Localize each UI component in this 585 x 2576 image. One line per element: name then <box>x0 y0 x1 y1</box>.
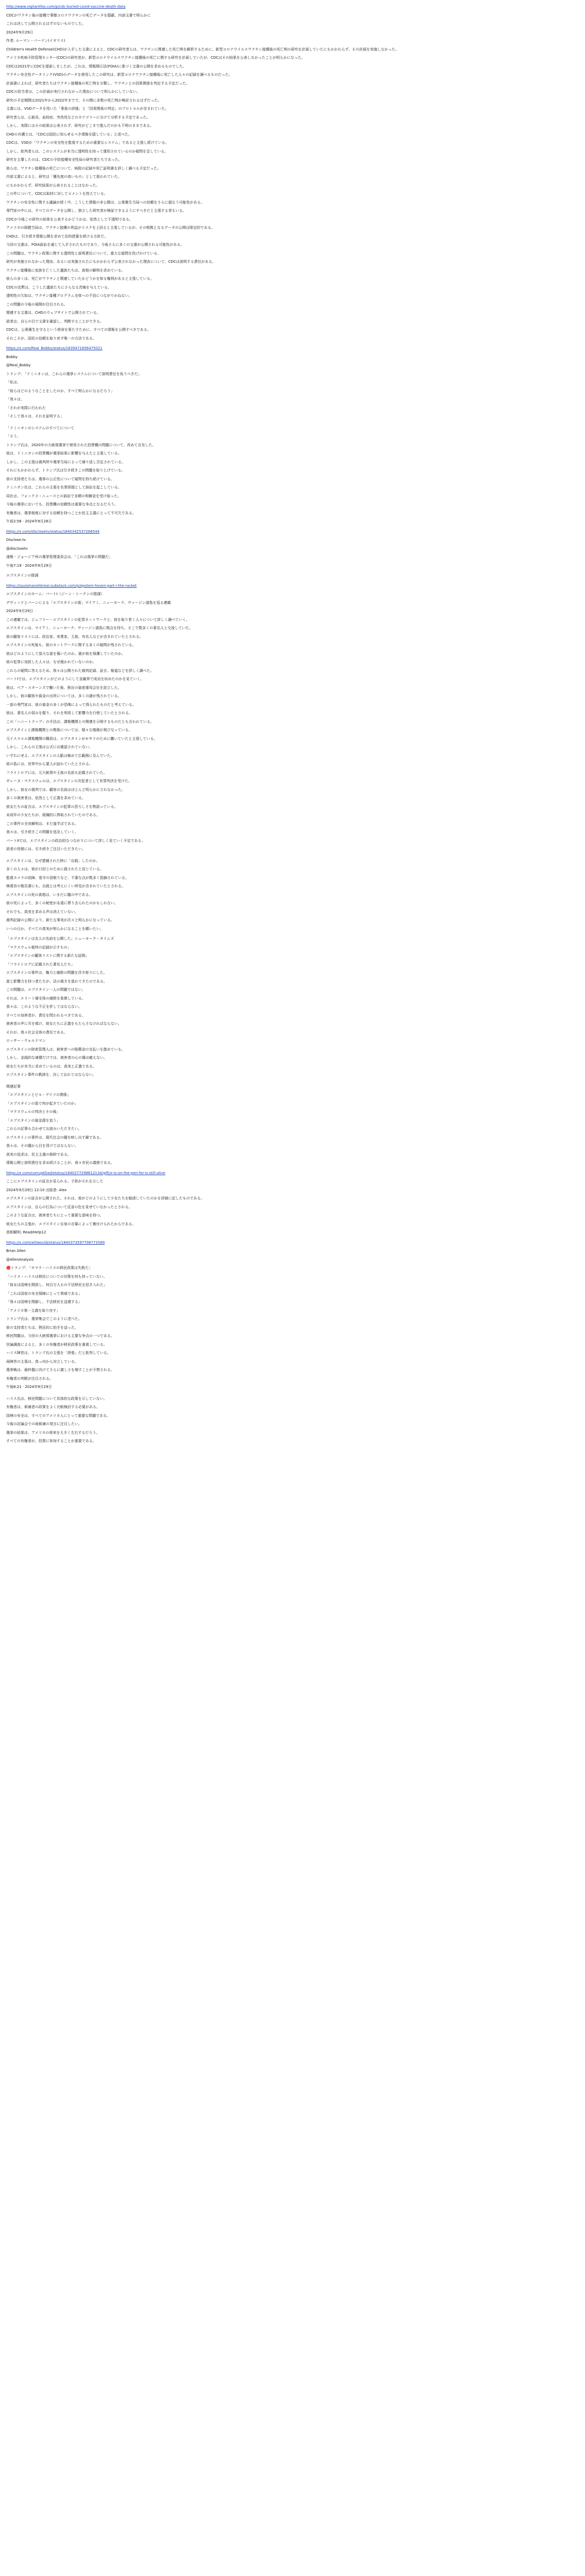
text-line: 関連する文書は、CHDのウェブサイトで公開されている。 <box>6 311 100 315</box>
text-line: 彼らの多くは、死亡がワクチンと関連していたかどうかを知る権利があると主張している。 <box>6 277 154 281</box>
text-line: いずれにせよ、エプスタインの人脈は極めて広範囲に及んでいた。 <box>6 753 114 758</box>
text-line: エプスタインは、自らの行為について反省の色を見せていなかったとされる。 <box>6 1205 132 1209</box>
text-line: にもかかわらず、研究結果が公表されることはなかった。 <box>6 183 100 188</box>
post-section <box>6 4 566 341</box>
text-line: ロッサー・ウォルドマン <box>6 1039 46 1043</box>
text-line: 午前2:56 · 2024年9月28日 <box>6 519 52 523</box>
text-line: 彼らは、ワクチン接種後の死亡について、病院の記録や死亡証明書を詳しく調べる予定だった。 <box>6 166 161 171</box>
post-section <box>6 573 566 579</box>
text-line: 彼女たちの証言は、エプスタインの犯罪の恐ろしさを物語っている。 <box>6 804 118 809</box>
text-line: Disclose.tv <box>6 538 26 542</box>
text-line: 🔴トランプ: 「カマラ・ハリスの移民政策は失敗だ」 <box>6 1266 93 1270</box>
text-line: 計画書によれば、研究者たちはワクチン接種後の死亡例を分類し、ワクチンとの因果関係を判定する予定だった。 <box>6 81 190 86</box>
text-line: 「アメリカ第一主義を取り戻す」 <box>6 1308 60 1313</box>
text-line: CDCは2021年にCDCを提訴しましたが、これは、情報開示法(FOIA)に基づく文書の公開を求めるものでした。 <box>6 64 186 69</box>
text-line: エプスタインの事件は、権力と腐敗の問題を浮き彫りにした。 <box>6 971 107 975</box>
source-link[interactable]: http://www.vigilantfox.com/p/cdc-buried-covid-vaccine-death-data <box>6 5 126 9</box>
text-line: これは決して公開されるはずのないものでした。 <box>6 22 85 26</box>
text-line: 有権者の判断が注目される。 <box>6 1376 53 1381</box>
source-link[interactable]: https://ssuismanehkreal.substack.com/p/epstein-hoven-part-i-the-racket <box>6 583 137 588</box>
text-line: 被害者の声に耳を傾け、彼女たちに正義をもたらさなければならない。 <box>6 1022 122 1026</box>
text-line: 元イスラエル諜報機関の職員は、エプスタインがモサドのために働いていたと主張している。 <box>6 736 158 741</box>
text-line: 富と影響力を持つ者たちが、法の裁きを逃れてきたのである。 <box>6 979 107 984</box>
text-line: 多くの人々は、彼が口封じのために殺されたと信じている。 <box>6 867 104 871</box>
text-line: 移民問題は、今回の大統領選挙における主要な争点の一つである。 <box>6 1334 114 1338</box>
text-line: いつの日か、すべての真実が明らかになることを願いたい。 <box>6 926 104 931</box>
text-line: すべての有権者が、投票に参加することが重要である。 <box>6 1439 96 1443</box>
text-line: それこそが、国民の信頼を取り戻す唯一の方法である。 <box>6 336 96 341</box>
text-line: この「ハニートラップ」の手法は、諜報機関との関連を示唆するものだとも言われている。 <box>6 719 154 724</box>
text-line: 内部文書によると、研究は「優先度の高いもの」として扱われていた。 <box>6 175 122 179</box>
text-line: @Real_Bobby <box>6 363 31 367</box>
text-line: トランプ氏は、選挙集会でこのように述べた。 <box>6 1317 82 1321</box>
text-line: 透明性の欠如は、ワクチン接種プログラム全体への不信につながりかねない。 <box>6 294 132 298</box>
text-line: デヴィッドとパーンによる「エプスタインの街」マイアミ、ニューヨーク、ヴァージン諸島を巡る連載 <box>6 600 171 605</box>
text-line: 「エプスタインの島で何が起きていたのか」 <box>6 1101 78 1106</box>
text-line: 2024年9月29日 <box>6 609 33 613</box>
text-line: エプスタイン事件の教訓を、決して忘れてはならない。 <box>6 1073 96 1077</box>
text-line: 彼は、著名人の弱みを握り、それを利用して影響力を行使していたとされる。 <box>6 711 132 715</box>
text-line: トランプ: 「ドミニオンは、これらの選挙システムについて説明責任を負うべきだ」 <box>6 371 142 376</box>
text-line: ワクチンの安全性に関する議論が続く中、こうした情報の非公開は、公衆衛生当局への信頼をさらに損なう可能性がある。 <box>6 200 204 205</box>
text-line: 「ハリス・ハリスは移民についての対策を何も持っていない。 <box>6 1274 107 1279</box>
text-line: 研究を主導したのは、CDCの予防接種安全性局の研究者たちであった。 <box>6 158 123 162</box>
text-line: 「エプスタインは友人の名前を公開した」ニューヨーク・タイムズ <box>6 937 114 941</box>
text-line: 彼の死によって、多くの秘密が永遠に葬り去られたのかもしれない。 <box>6 901 118 905</box>
post-section <box>6 346 566 524</box>
text-line: ハリス氏は、移民問題について具体的な政策を示していない。 <box>6 1396 107 1401</box>
text-line: エプスタインと諜報機関との関係については、様々な憶測が飛び交っている。 <box>6 728 132 732</box>
text-line: 彼の支持者たちは、熱狂的に拍手を送った。 <box>6 1325 78 1330</box>
text-line: しかし、これらの主張は公式には確認されていない。 <box>6 745 93 749</box>
text-line: それが、我々社会全体の責任である。 <box>6 1030 67 1035</box>
source-link[interactable]: https://x.com/alitwould/status/1840373597796773589 <box>6 1240 105 1245</box>
text-line: 「ドミニオンのシステムのすべてについて <box>6 426 75 430</box>
text-line: 「彼らはどのようなことをしたのか、すべて明らかになるだろう」 <box>6 388 114 393</box>
text-line: この問題は、ワクチン政策に関する透明性と説明責任について、重大な疑問を投げかけている。 <box>6 251 161 256</box>
text-line: エプスタインの死後も、彼のネットワークに関する多くの疑問が残されている。 <box>6 643 136 647</box>
text-line: しかし、批判者らは、このシステムが本当に透明性を持って運用されているのか疑問を呈している。 <box>6 149 168 154</box>
text-line: 研究が実施されなかった理由、あるいは実施されたにもかかわらず公表されなかった理由について、CDCは説明する責任がある。 <box>6 260 216 264</box>
text-line: 有権者は、候補者の政策をよく比較検討する必要がある。 <box>6 1405 100 1409</box>
text-line: CDCは、VSDが「ワクチンの安全性を監視するための重要なシステム」であると主張し続けている。 <box>6 141 169 145</box>
text-line: 彼女たちの主張が、エプスタイン自身の言葉によって裏付けられたからである。 <box>6 1222 136 1226</box>
text-line: 「私は、 <box>6 380 21 384</box>
text-line: 彼女たちが本当に求めているのは、真実と正義である。 <box>6 1064 96 1069</box>
text-line: エプスタインは、なぜ逮捕された時に「自殺」したのか。 <box>6 858 100 863</box>
text-line: エプスタインの財産管理人は、被害者への賠償金の支払いを進めている。 <box>6 1047 125 1052</box>
text-line: この問題の今後の展開が注目される。 <box>6 302 67 307</box>
text-line: 我々は、引き続きこの問題を追及していく。 <box>6 830 78 834</box>
text-line: 「そして我々は、それを証明する」 <box>6 414 64 418</box>
text-line: 「これは国家の安全保障にとって脅威である」 <box>6 1291 82 1296</box>
text-line: 「フライトログに記載された著名人たち」 <box>6 962 75 967</box>
text-line: 多くの被害者は、依然として正義を求めている。 <box>6 796 85 800</box>
text-line: 彼はどのようにして莫大な富を築いたのか。誰が彼を保護していたのか。 <box>6 651 125 656</box>
source-link[interactable]: https://x.com/Real_Bobby/status/1839471656475021 <box>6 346 102 350</box>
text-line: 2024年9月29日 12:10 出版者: Alex <box>6 1188 67 1192</box>
text-line: 文書には、VSDデータを用いた「事象の評価」と「因果関係の判定」のプロトコルが含まれていた。 <box>6 107 169 111</box>
text-line: 研究の予定期間は2021年から2022年までで、その間に多数の死亡例が検討されるはずだった。 <box>6 98 162 103</box>
text-line: この問題は、エプスタイン一人の問題ではない。 <box>6 988 85 992</box>
text-line: 「エプスタインの資金源を追う」 <box>6 1118 60 1123</box>
text-line: Children's Health Defense(CHD)が入手した文書によると、CDCの研究者らは、ワクチンに関連した死亡例を解析するために、新型コロナウイルスワクチン接種後の死亡例の研究を計画していたにもかかわらず、その計画を実施しなかった。 <box>6 47 399 52</box>
text-line: それにもかかわらず、トランプ氏は引き続きこの問題を取り上げている。 <box>6 468 125 472</box>
text-line: 彼は、ドミニオンの投票機が選挙結果に影響を与えたと主張している。 <box>6 451 122 455</box>
text-line: 両陣営の主張は、真っ向から対立している。 <box>6 1359 78 1364</box>
text-line: エプスタインは、マイアミ、ニューヨーク、ヴァージン諸島に拠点を持ち、そこで数多くの著名人と交流していた。 <box>6 626 193 630</box>
text-line: 「マクスウェル裁判の記録が示すもの」 <box>6 945 71 950</box>
text-line: このような証言は、被害者たちにとって重要な意味を持つ。 <box>6 1213 104 1217</box>
text-line: @AllenAnalysis <box>6 1257 34 1262</box>
text-line: 2024年9月29日 <box>6 30 33 35</box>
text-line: 今後の選挙においても、投票機の信頼性は重要な争点となるだろう。 <box>6 502 118 506</box>
text-line: 午後7:19 · 2024年9月29日 <box>6 563 52 568</box>
text-line: 我々は、このような不正を許してはならない。 <box>6 1005 82 1009</box>
text-line: 読者は、自らの目で文書を確認し、判断することができる。 <box>6 319 104 324</box>
text-line: 裁判記録の公開により、新たな事実が次々と明らかになっている。 <box>6 918 114 922</box>
text-line: エプスタインの事件は、現代社会の闇を映し出す鏡である。 <box>6 1135 104 1140</box>
text-line: それは、エリート層全体の腐敗を象徴している。 <box>6 996 85 1001</box>
text-line: パートIでは、エプスタインがどのようにして金融界で成功を収めたのかを見ていく。 <box>6 677 144 681</box>
text-line: 国境の安全は、すべてのアメリカ人にとって重要な問題である。 <box>6 1413 111 1418</box>
text-line: CDCの担当者は、この計画が実行されなかった理由について明らかにしていない。 <box>6 90 141 94</box>
text-line: 「彼女は国境を開放し、何百万人もの不法移民を招き入れた」 <box>6 1283 107 1287</box>
text-line: 「そう、 <box>6 434 21 438</box>
text-line: しかし、彼女の裁判では、顧客の名前はほとんど明らかにされなかった。 <box>6 787 125 792</box>
text-line: トランプ氏は、2020年の大統領選挙で使用された投票機の問題について、改めて言及した。 <box>6 443 156 447</box>
source-link[interactable]: https://x.com/disclosetv/status/1840342537268544 <box>6 529 100 534</box>
text-line: 彼は、ベア・スターンズで働いた後、独自の資産運用会社を設立した。 <box>6 685 122 690</box>
text-line: この連載では、ジェフリー・エプスタインの犯罪ネットワークと、彼を取り巻く人々について詳しく調べていく。 <box>6 617 190 622</box>
text-line: 選挙の結果は、アメリカの将来を大きく左右するだろう。 <box>6 1430 100 1435</box>
text-line: しかし、実際にはその結果は公表されず、研究がどこまで進んだのかも不明のままである。 <box>6 124 154 128</box>
text-line: アメリカ疾病予防管理センター(CDC)の研究者が、新型コロナウイルスワクチン接種後の死亡に関する研究を計画していたが、CDCはその結果を公表しなかったことが明らかになった。 <box>6 56 305 60</box>
text-line: CDCが今後この研究の結果を公表するかどうかは、依然として不透明である。 <box>6 217 133 222</box>
text-line: 午後8:21 · 2024年9月29日 <box>6 1385 52 1389</box>
post-section <box>6 1240 566 1444</box>
text-line: しかし、この主張は裁判所や選挙当局によって繰り返し否定されている。 <box>6 460 125 464</box>
text-line: ギレーヌ・マクスウェルは、エプスタインの共犯者として有罪判決を受けた。 <box>6 779 132 783</box>
text-line: しかし、彼の顧客や資金の出所については、多くの謎が残されている。 <box>6 694 122 698</box>
text-line: 速報 - ジョージア州の選挙管理委員会は、「これは選挙の問題だ」 <box>6 555 113 559</box>
post-section <box>6 1171 566 1235</box>
text-line: 有権者は、選挙制度に対する信頼を持つことが民主主義にとって不可欠である。 <box>6 511 136 515</box>
text-line: エプスタインの死の真相は、いまだに闇の中である。 <box>6 892 93 897</box>
text-line: これらの記事も合わせてお読みいただきたい。 <box>6 1127 82 1131</box>
text-line: CHDは、引き続き情報公開を求めて法的措置を続ける方針だ。 <box>6 234 108 239</box>
text-line: Bobby <box>6 354 18 359</box>
text-line: 関連記事 <box>6 1084 21 1089</box>
text-line: 研究者らは、心筋炎、血栓症、突然死などのカテゴリーに分けて分析する予定であった。 <box>6 115 150 120</box>
text-line: 情報公開と説明責任を求め続けることが、我々市民の義務である。 <box>6 1161 114 1165</box>
text-line: 検視官の報告書にも、自殺とは考えにくい所見が含まれていたとされる。 <box>6 884 125 888</box>
text-line: ドミニオン社は、これらの主張を名誉毀損として訴訟を起こしている。 <box>6 485 122 489</box>
text-line: 監視カメラの故障、看守の居眠りなど、不審な点が数多く指摘されている。 <box>6 875 129 880</box>
text-line: 彼の顧客リストには、政治家、実業家、王族、有名人などが含まれていたとされる。 <box>6 634 143 639</box>
text-line: 真相解明: Read/Help12 <box>6 1230 46 1234</box>
text-line: これらの疑問に答えるため、我々は公開された裁判記録、証言、報道などを詳しく調べた。 <box>6 668 154 673</box>
text-line: エプスタインの証言が公開された。それは、彼がどのようにして少女たちを勧誘していたのかを詳細に記したものである。 <box>6 1196 204 1200</box>
text-line: @disclosetv <box>6 546 28 551</box>
text-line: 「それが実際に行われた <box>6 405 46 410</box>
post-section <box>6 529 566 569</box>
text-line: 専門家の中には、すべてのデータを公開し、独立した研究者が検証できるようにすべきだと主張する者もいる。 <box>6 209 186 213</box>
text-line: 彼の支持者たちは、選挙の公正性について疑問を持ち続けている。 <box>6 477 114 481</box>
source-link[interactable]: https://x.com/corruptDad/status/1840277298612134/gift/x-is-on-the-pen-for-is-still-alive <box>6 1171 166 1175</box>
text-line: 「我々は国境を閉鎖し、不法移民を送還する」 <box>6 1300 82 1304</box>
text-line: ここにエプスタインの証言が見られる。子供がそれを示した <box>6 1179 104 1183</box>
text-line: ワクチン安全性データリンク(VSD)のデータを使用したこの研究は、新型コロナワクチン接種後に死亡した人々の記録を調べるものだった。 <box>6 73 233 77</box>
text-line: 今後の討論会での両候補の発言に注目したい。 <box>6 1422 82 1426</box>
text-line: 「マクスウェルの判決とその後」 <box>6 1110 60 1114</box>
text-line: 今回の文書は、FOIA訴訟を通じて入手されたものであり、今後さらに多くの文書が公開される可能性がある。 <box>6 243 184 247</box>
text-line: ハリス陣営は、トランプ氏の主張を「誇張」だと批判している。 <box>6 1351 111 1355</box>
text-line: Brian Allen <box>6 1249 26 1253</box>
text-line: パートIIでは、エプスタインの政治的なつながりについて詳しく見ていく予定である。 <box>6 838 145 843</box>
text-line: 真実の追求は、民主主義の根幹である。 <box>6 1152 71 1157</box>
text-line: フライトログには、元大統領や王族の名前も記載されていた。 <box>6 770 107 775</box>
text-line: 「エプスタインとビル・ゲイツの関係」 <box>6 1093 71 1097</box>
text-line: ワクチン接種後に家族を亡くした遺族たちは、真相の解明を求めている。 <box>6 268 125 273</box>
text-line: この件について、CDCは取材に対してコメントを控えている。 <box>6 192 108 196</box>
text-line: 一部の専門家は、彼の資金の多くが恐喝によって得られたものだと考えている。 <box>6 702 136 707</box>
text-line: 「我々は、 <box>6 397 24 401</box>
text-line: アメリカの保健当局は、ワクチン接種の利益がリスクを上回ると主張しているが、その根拠となるデータの公開は限定的である。 <box>6 226 215 230</box>
text-line: この事件の全容解明は、まだ道半ばである。 <box>6 821 78 826</box>
text-line: 読者の皆様には、引き続きご注目いただきたい。 <box>6 847 85 851</box>
text-line: エプスタインのホーム：パートI（ジーン・トークンの陰謀） <box>6 592 105 596</box>
text-line: CDCの沈黙は、こうした遺族たちにさらなる苦痛を与えている。 <box>6 285 112 290</box>
post-section <box>6 936 566 1166</box>
text-line: 作者: ルーマン・パーナン(イギリス) <box>6 39 65 43</box>
text-line: 選挙戦は、最終盤に向けてさらに激しさを増すことが予想される。 <box>6 1368 114 1372</box>
text-line: それでも、真実を求める声は消えていない。 <box>6 909 78 914</box>
text-line: 彼の犯罪に加担した人々は、なぜ裁かれていないのか。 <box>6 660 96 664</box>
text-line: すべての加害者が、責任を問われるべきである。 <box>6 1013 85 1018</box>
text-line: 我々は、その闇から目を背けてはならない。 <box>6 1144 78 1148</box>
text-line: エプスタインの陰謀 <box>6 573 39 578</box>
text-line: 世論調査によると、多くの有権者が移民政策を重視している。 <box>6 1342 107 1347</box>
text-line: 同社は、フォックス・ニュースとの訴訟で多額の和解金を受け取った。 <box>6 494 122 498</box>
text-line: CHDの弁護士は、「CDCは国民に知らせるべき情報を隠している」と述べた。 <box>6 132 132 137</box>
text-line: 彼の島には、世界中から要人が訪れていたとされる。 <box>6 762 93 766</box>
text-line: 「エプスタインの顧客リストに関する新たな証拠」 <box>6 954 89 958</box>
text-line: 未成年の少女たちが、組織的に搾取されていたのである。 <box>6 813 100 817</box>
text-line: CDCがワクチン後の接種で事態コロナワクチンの死亡データを隠蔽、内部文書で明らかに <box>6 13 151 18</box>
text-line: CDCは、公衆衛生を守るという使命を果たすために、すべての情報を公開すべきである。 <box>6 328 151 332</box>
post-section <box>6 583 566 932</box>
text-line: しかし、金銭的な補償だけでは、被害者の心の傷は癒えない。 <box>6 1056 107 1060</box>
